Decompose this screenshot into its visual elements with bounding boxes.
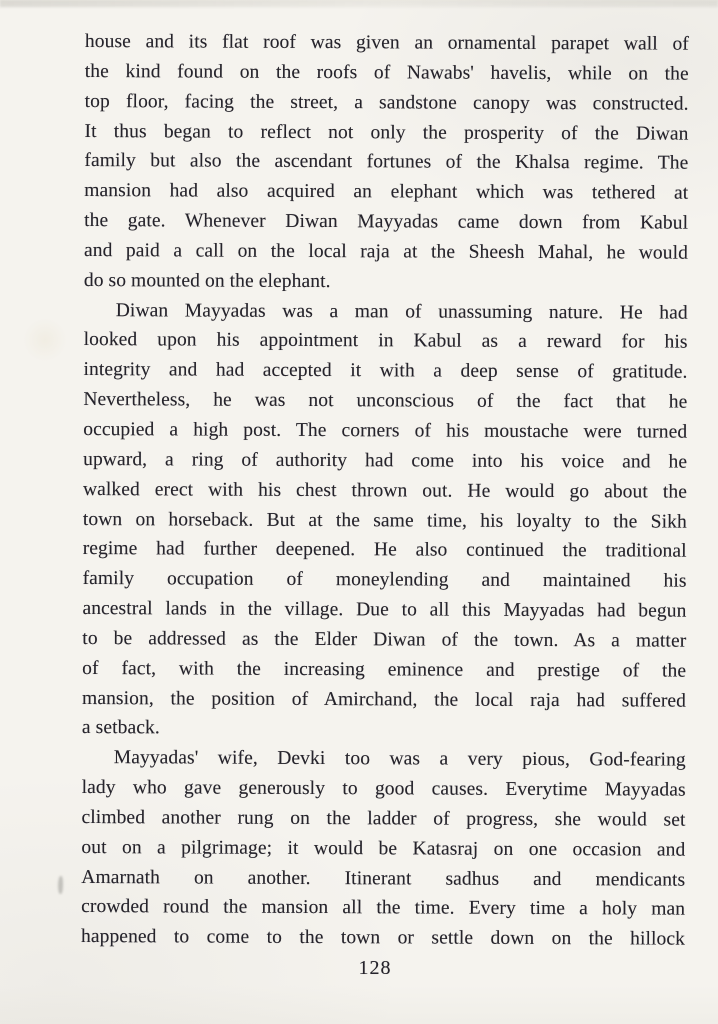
text-line: family occupation of moneylending and maintained his <box>82 568 687 592</box>
text-line: mansion, the position of Amirchand, the local raja had suffered <box>82 687 687 712</box>
scan-top-edge-shadow <box>0 0 718 7</box>
text-line: looked upon his appointment in Kabul as a reward for his <box>83 329 688 354</box>
text-line: top floor, facing the street, a sandstone canopy was constructed. <box>84 90 689 115</box>
text-line: do so mounted on the elephant. <box>83 269 331 292</box>
text-line: happened to come to the town or settle down on the hillock <box>80 926 686 950</box>
text-line: family but also the ascendant fortunes of the Khalsa regime. The <box>84 150 689 175</box>
text-line: climbed another rung on the ladder of progress, she would set <box>81 806 686 831</box>
page-number: 128 <box>358 957 392 979</box>
text-line: regime had further deepened. He also continued the traditional <box>82 538 687 562</box>
text-line: and paid a call on the local raja at the Sheesh Mahal, he would <box>83 239 689 264</box>
text-line: a setback. <box>81 717 160 739</box>
text-line: lady who gave generously to good causes. Everytime Mayyadas <box>81 777 686 801</box>
text-line: Amarnath on another. Itinerant sadhus and mendicants <box>81 866 686 891</box>
text-line: the gate. Whenever Diwan Mayyadas came down from Kabul <box>84 210 689 234</box>
text-line: town on horseback. But at the same time, his loyalty to the Sikh <box>82 508 687 533</box>
text-line: ancestral lands in the village. Due to all this Mayyadas had begun <box>82 598 687 622</box>
paragraph <box>81 743 686 955</box>
page-text-block <box>81 27 689 955</box>
text-line: It thus began to reflect not only the prosperity of the Diwan <box>84 120 689 145</box>
paragraph <box>82 296 688 746</box>
text-line: mansion had also acquired an elephant which was tethered at <box>84 180 689 204</box>
paragraph <box>84 27 689 298</box>
text-line: occupied a high post. The corners of his moustache were turned <box>83 418 688 443</box>
text-line: Diwan Mayyadas was a man of unassuming nature. He had <box>115 299 688 324</box>
text-line: out on a pilgrimage; it would be Katasraj on one occasion and <box>81 836 686 861</box>
text-line: walked erect with his chest thrown out. He would go about the <box>82 478 688 503</box>
text-line: upward, a ring of authority had come into his voice and he <box>83 448 688 473</box>
text-line: Mayyadas' wife, Devki too was a very pious, God-fearing <box>113 747 686 771</box>
text-line: crowded round the mansion all the time. Every time a holy man <box>81 896 686 921</box>
text-line: to be addressed as the Elder Diwan of the town. As a matter <box>82 627 687 652</box>
text-line: integrity and had accepted it with a deep sense of gratitude. <box>83 359 688 383</box>
text-line: house and its flat roof was given an ornamental parapet wall of <box>84 30 689 55</box>
text-line: the kind found on the roofs of Nawabs' havelis, while on the <box>84 60 689 85</box>
text-line: Nevertheless, he was not unconscious of the fact that he <box>83 389 688 413</box>
page-text <box>81 27 689 955</box>
page-footer <box>85 957 665 980</box>
scan-smudge-mark <box>58 876 63 894</box>
text-line: of fact, with the increasing eminence and prestige of the <box>82 657 687 682</box>
